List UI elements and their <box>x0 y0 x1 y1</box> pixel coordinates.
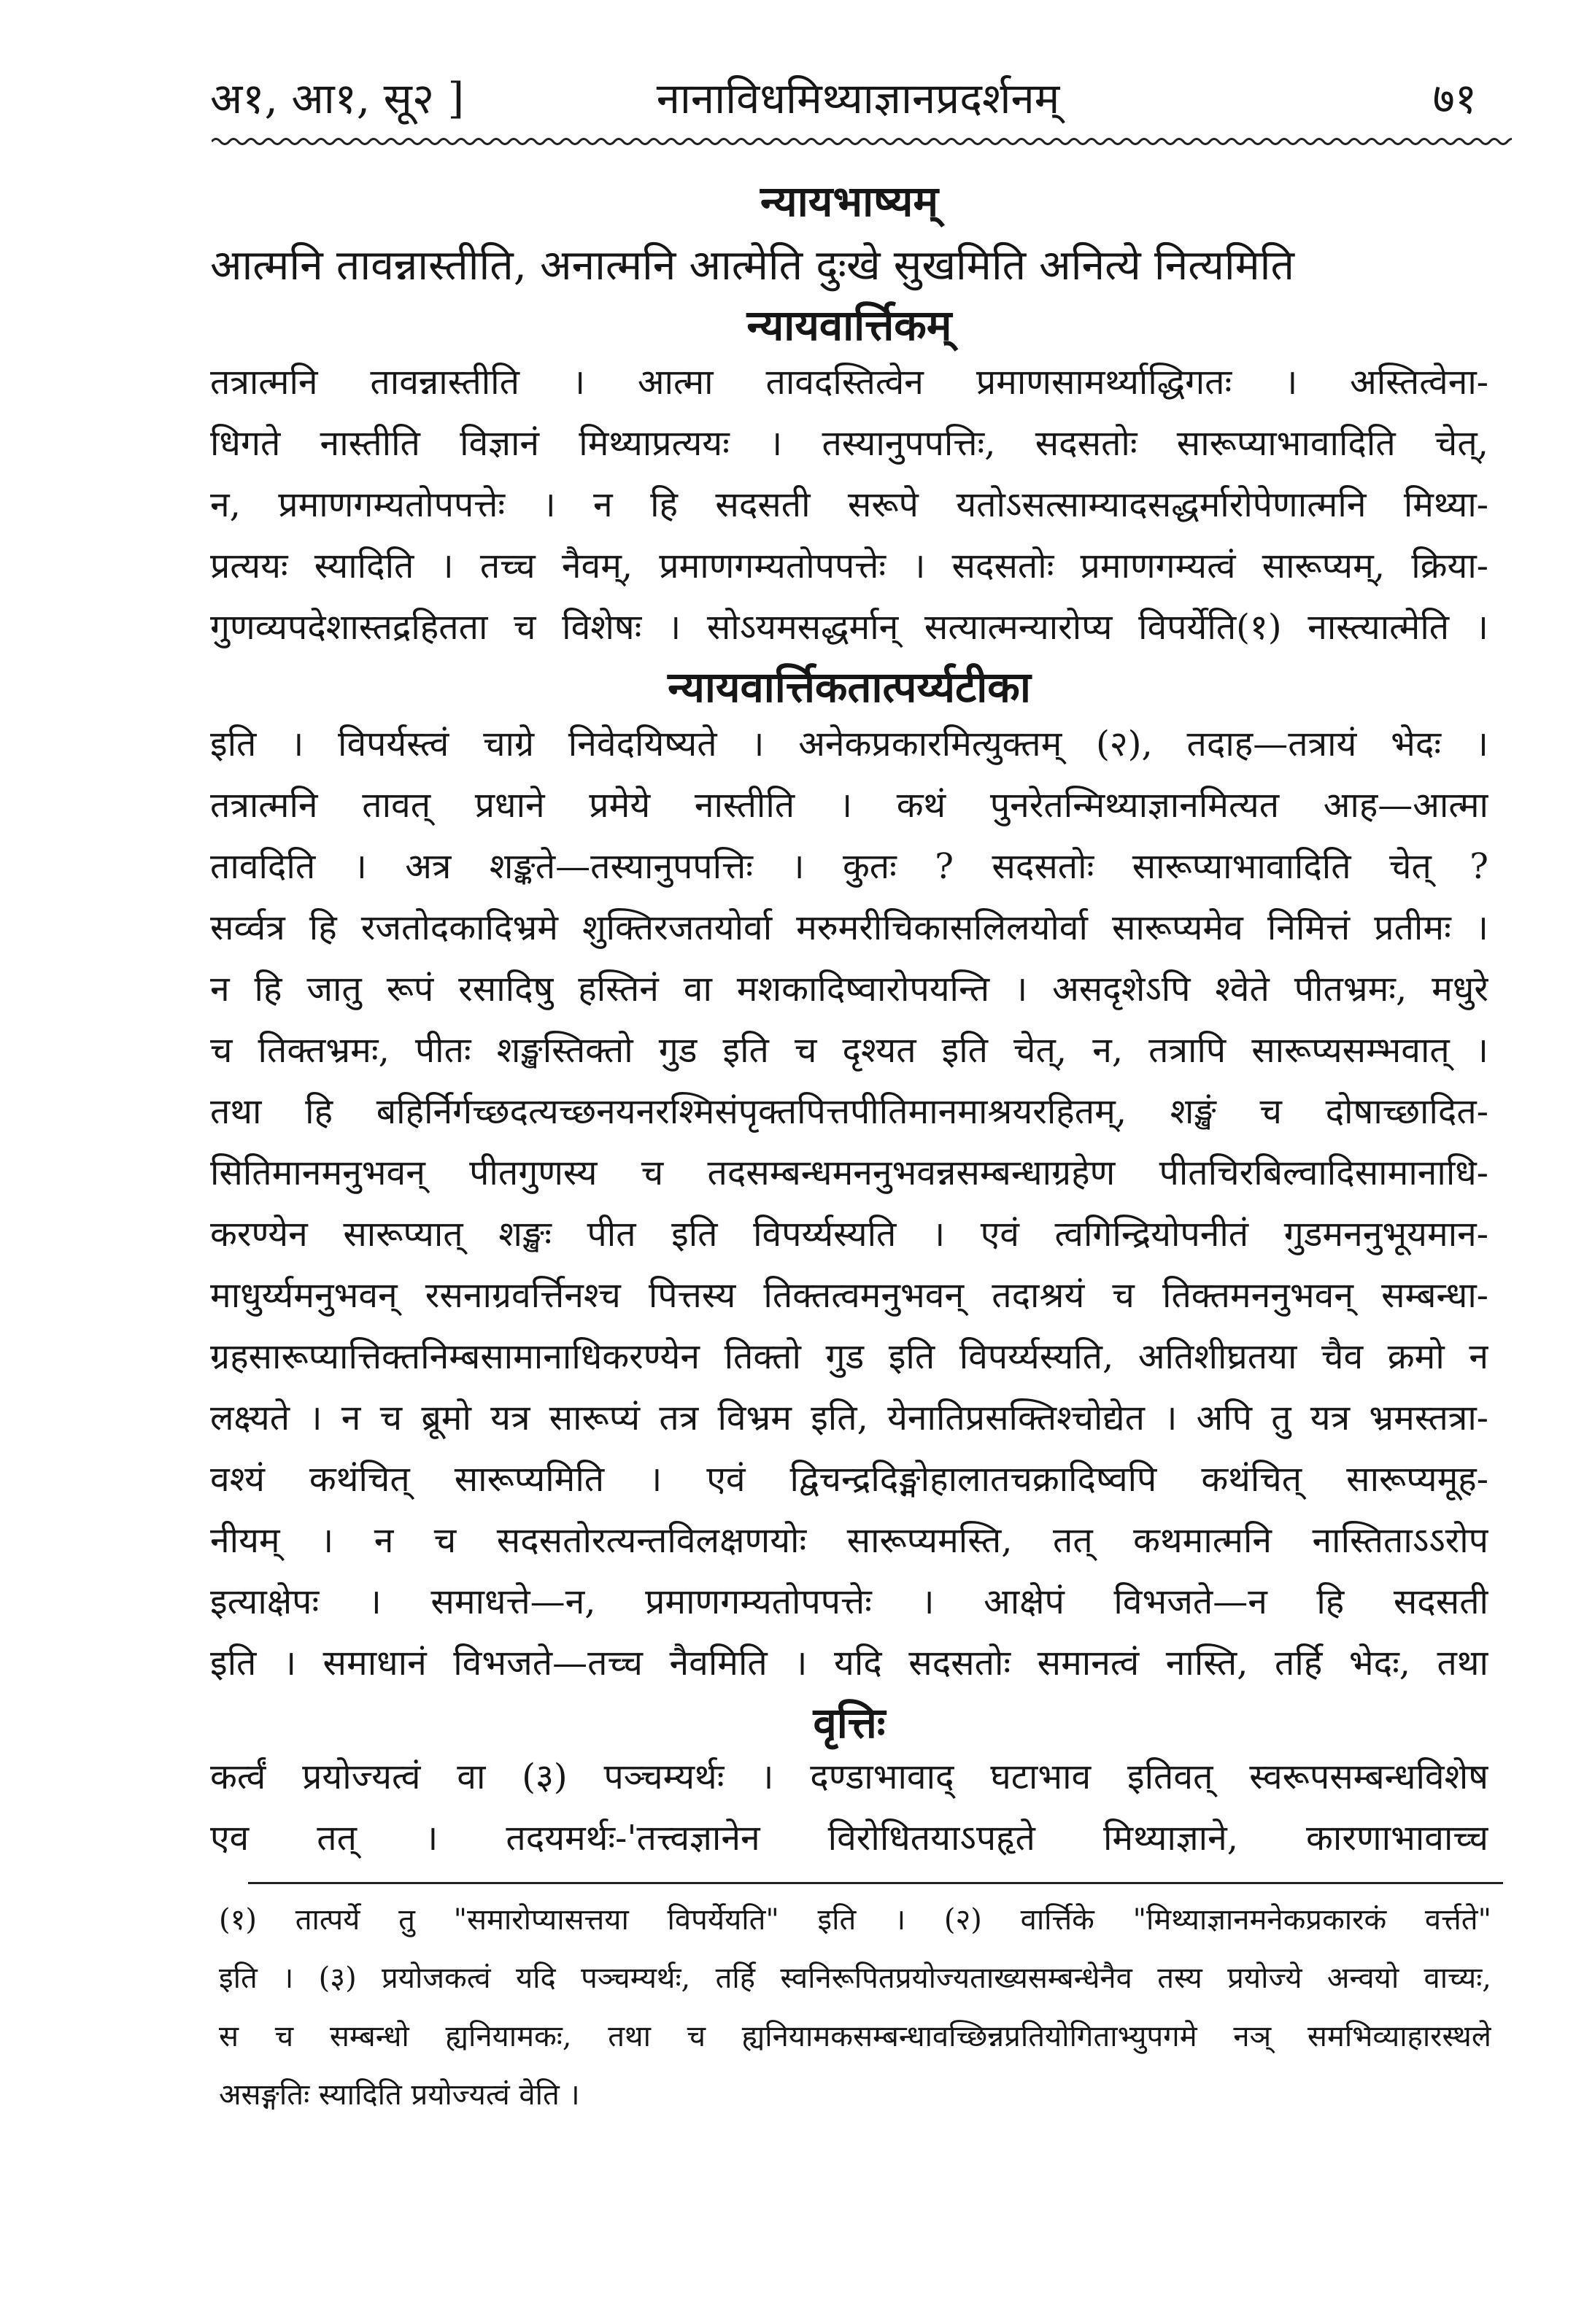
running-head <box>210 67 1506 130</box>
wavy-rule <box>212 133 1512 150</box>
footnote-rule <box>248 1882 1503 1884</box>
footnote-line: इति । (३) प्रयोजकत्वं यदि पञ्चम्यर्थः, तर्हि स्वनिरूपितप्रयोज्यताख्यसम्बन्धेनैव तस्य प्रयोज्ये अन्वयो वाच्यः, <box>219 1961 1491 1995</box>
tika-line: लक्ष्यते । न च ब्रूमो यत्र सारूप्यं तत्र विभ्रम इति, येनातिप्रसक्तिश्चोद्येत । अपि तु यत्र भ्रमस्तत्रा- <box>210 1398 1488 1438</box>
footnotes <box>219 1891 1491 2124</box>
tika-line: ग्रहसारूप्यात्तिक्तनिम्बसामानाधिकरण्येन तिक्तो गुड इति विपर्य्यस्यति, अतिशीघ्रतया चैव क्रमो न <box>210 1336 1488 1377</box>
vartika-section <box>210 299 1488 658</box>
tika-line: तथा हि बहिर्निर्गच्छदत्यच्छनयनरश्मिसंपृक्तपित्तपीतिमानमाश्रयरहितम्, शङ्खं च दोषाच्छादित- <box>210 1091 1488 1132</box>
bhashya-heading: न्यायभाष्यम् <box>760 177 939 226</box>
vartika-heading: न्यायवार्त्तिकम् <box>746 301 952 350</box>
tika-line: वश्यं कथंचित् सारूप्यमिति । एवं द्विचन्द्रदिङ्मोहालातचक्रादिष्वपि कथंचित् सारूप्यमूह- <box>210 1459 1488 1500</box>
footnote-line: असङ्गतिः स्यादिति प्रयोज्यत्वं वेति । <box>219 2078 580 2112</box>
section-reference: अ१, आ१, सू२ ] <box>210 74 465 123</box>
tika-line: माधुर्य्यमनुभवन् रसनाग्रवर्त्तिनश्च पित्तस्य तिक्तत्वमनुभवन् तदाश्रयं च तिक्तमननुभवन् सम्बन्धा- <box>210 1275 1488 1316</box>
tika-line: इति । समाधानं विभजते—तच्च नैवमिति । यदि सदसतोः समानत्वं नास्ति, तर्हि भेदः, तथा <box>210 1643 1488 1684</box>
running-title: नानाविधमिथ्याज्ञानप्रदर्शनम् <box>656 74 1060 123</box>
vritti-section <box>210 1700 1488 1869</box>
bhashya-section <box>210 172 1488 301</box>
tika-line: च तिक्तभ्रमः, पीतः शङ्खस्तिक्तो गुड इति च दृश्यत इति चेत्, न, तत्रापि सारूप्यसम्भवात् । <box>210 1030 1488 1071</box>
vartika-line: तत्रात्मनि तावन्नास्तीति । आत्मा तावदस्तित्वेन प्रमाणसामर्थ्याद्धिगतः । अस्तित्वेना- <box>210 362 1488 403</box>
vartika-line: गुणव्यपदेशास्तद्रहितता च विशेषः । सोऽयमसद्धर्मान् सत्यात्मन्यारोप्य विपर्येति(१) नास्त्यात्मेति । <box>210 607 1488 648</box>
tika-section <box>210 661 1488 1694</box>
tika-line: इत्याक्षेपः । समाधत्ते—न, प्रमाणगम्यतोपपत्तेः । आक्षेपं विभजते—न हि सदसती <box>210 1581 1488 1622</box>
vritti-line: एव तत् । तदयमर्थः-'तत्त्वज्ञानेन विरोधितयाऽपहृते मिथ्याज्ञाने, कारणाभावाच्च <box>210 1818 1488 1859</box>
tika-line: न हि जातु रूपं रसादिषु हस्तिनं वा मशकादिष्वारोपयन्ति । असदृशेऽपि श्वेते पीतभ्रमः, मधुरे <box>210 969 1488 1010</box>
tika-heading: न्यायवार्त्तिकतात्पर्य्यटीका <box>668 662 1031 712</box>
tika-line: नीयम् । न च सदसतोरत्यन्तविलक्षणयोः सारूप्यमस्ति, तत् कथमात्मनि नास्तिताऽऽरोप <box>210 1520 1488 1561</box>
tika-line: सर्व्वत्र हि रजतोदकादिभ्रमे शुक्तिरजतयोर्वा मरुमरीचिकासलिलयोर्वा सारूप्यमेव निमित्तं प्रतीमः । <box>210 907 1488 948</box>
tika-line: तत्रात्मनि तावत् प्रधाने प्रमेये नास्तीति । कथं पुनरेतन्मिथ्याज्ञानमित्यत आह—आत्मा <box>210 785 1488 826</box>
vartika-line: धिगते नास्तीति विज्ञानं मिथ्याप्रत्ययः । तस्यानुपपत्तिः, सदसतोः सारूप्याभावादिति चेत्, <box>210 423 1488 464</box>
bhashya-line: आत्मनि तावन्नास्तीति, अनात्मनि आत्मेति दुःखे सुखमिति अनित्ये नित्यमिति <box>210 241 1294 290</box>
vritti-heading: वृत्तिः <box>813 1698 886 1748</box>
tika-line: करण्येन सारूप्यात् शङ्खः पीत इति विपर्य्यस्यति । एवं त्वगिन्द्रियोपनीतं गुडमननुभूयमान- <box>210 1214 1488 1255</box>
footnote-line: स च सम्बन्धो ह्यनियामकः, तथा च ह्यनियामकसम्बन्धावच्छिन्नप्रतियोगिताभ्युपगमे नञ् समभिव्याहारस्थले <box>219 2020 1491 2053</box>
footnote-line: (१) तात्पर्ये तु "समारोप्यासत्तया विपर्येयति" इति । (२) वार्त्तिके "मिथ्याज्ञानमनेकप्रकारकं वर्त्तते" <box>219 1903 1491 1937</box>
vartika-line: न, प्रमाणगम्यतोपपत्तेः । न हि सदसती सरूपे यतोऽसत्साम्यादसद्धर्मारोपेणात्मनि मिथ्या- <box>210 484 1488 525</box>
vartika-line: प्रत्ययः स्यादिति । तच्च नैवम्, प्रमाणगम्यतोपपत्तेः । सदसतोः प्रमाणगम्यत्वं सारूप्यम्, क्रिया- <box>210 546 1488 586</box>
vritti-line: कर्त्वं प्रयोज्यत्वं वा (३) पञ्चम्यर्थः । दण्डाभावाद् घटाभाव इतिवत् स्वरूपसम्बन्धविशेष <box>210 1756 1488 1797</box>
tika-line: इति । विपर्यस्त्वं चाग्रे निवेदयिष्यते । अनेकप्रकारमित्युक्तम् (२), तदाह—तत्रायं भेदः । <box>210 724 1488 764</box>
tika-line: सितिमानमनुभवन् पीतगुणस्य च तदसम्बन्धमननुभवन्नसम्बन्धाग्रहेण पीतचिरबिल्वादिसामानाधि- <box>210 1153 1488 1193</box>
tika-line: तावदिति । अत्र शङ्कते—तस्यानुपपत्तिः । कुतः ? सदसतोः सारूप्याभावादिति चेत् ? <box>210 846 1488 887</box>
page-number: ७१ <box>1432 74 1477 123</box>
